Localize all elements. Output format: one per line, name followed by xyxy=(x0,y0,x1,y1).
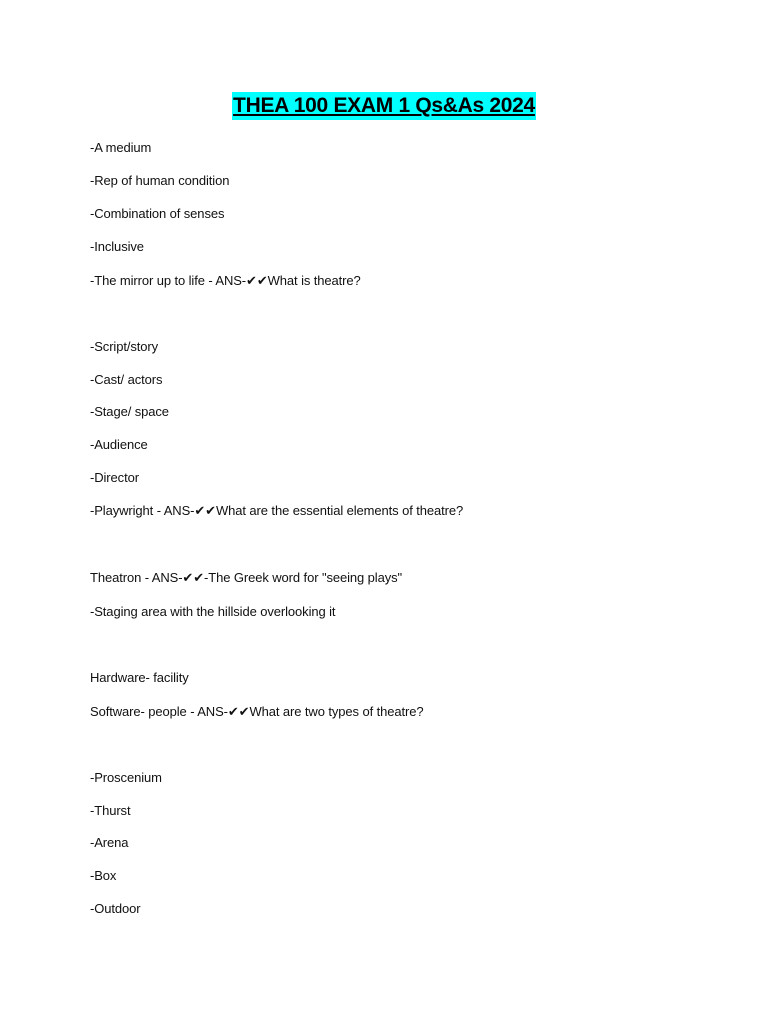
text-line: -Director xyxy=(90,470,139,485)
text-line: -Arena xyxy=(90,835,129,850)
text-line: -Audience xyxy=(90,437,148,452)
text-line: -Outdoor xyxy=(90,901,141,916)
text-line: -Stage/ space xyxy=(90,404,169,419)
text-line: -The mirror up to life - ANS-✔✔What is theatre? xyxy=(90,273,361,288)
text-line: -Playwright - ANS-✔✔What are the essential elements of theatre? xyxy=(90,503,464,518)
text-line: -Script/story xyxy=(90,339,159,354)
text-line: -Cast/ actors xyxy=(90,372,163,387)
text-line: -A medium xyxy=(90,140,152,155)
text-line: Theatron - ANS-✔✔-The Greek word for "seeing plays" xyxy=(90,570,403,585)
title-container xyxy=(0,92,768,120)
text-line: -Box xyxy=(90,868,117,883)
text-line: Software- people - ANS-✔✔What are two types of theatre? xyxy=(90,704,424,719)
document-title: THEA 100 EXAM 1 Qs&As 2024 xyxy=(232,92,536,120)
text-line: Hardware- facility xyxy=(90,670,189,685)
text-line: -Rep of human condition xyxy=(90,173,230,188)
text-line: -Staging area with the hillside overlooking it xyxy=(90,604,336,619)
text-line: -Thurst xyxy=(90,803,131,818)
text-line: -Proscenium xyxy=(90,770,162,785)
text-line: -Combination of senses xyxy=(90,206,225,221)
text-line: -Inclusive xyxy=(90,239,144,254)
